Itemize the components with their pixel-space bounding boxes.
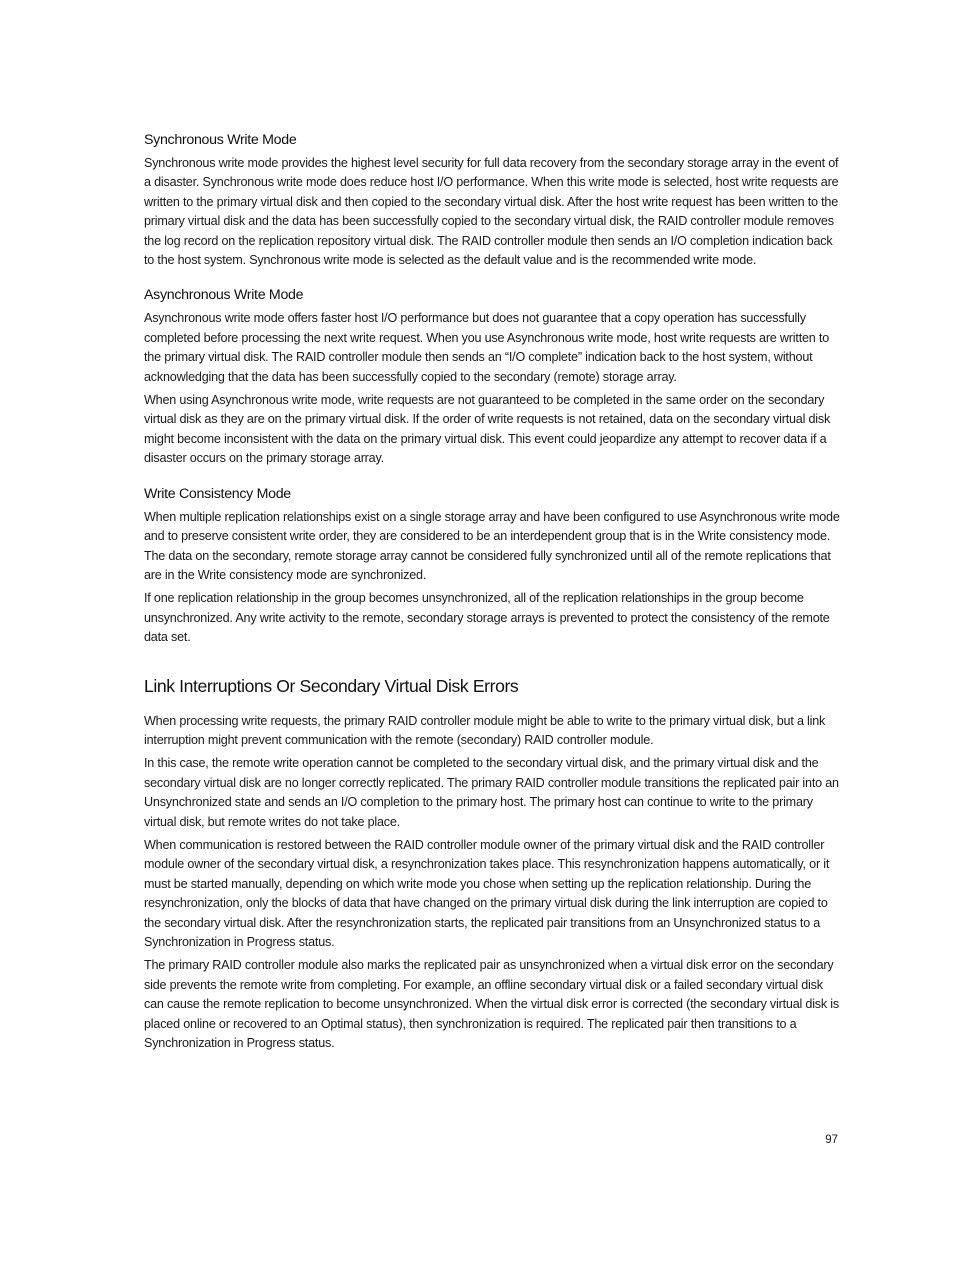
heading-synchronous-write-mode: Synchronous Write Mode xyxy=(144,132,297,148)
paragraph: When processing write requests, the primary RAID controller module might be able to write to the primary virtual disk, but a link interruption might prevent communication with the remote (secondary) RAID controller module. xyxy=(144,713,826,747)
paragraph: Synchronous write mode provides the highest level security for full data recovery from the secondary storage array in the event of a disaster. Synchronous write mode does reduce host I/O performance. When this write mode is selected, host write requests are written to the primary virtual disk and then copied to the secondary virtual disk. After the host write request has been written to the primary virtual disk and the data has been successfully copied to the secondary virtual disk, the RAID controller module removes the log record on the replication repository virtual disk. The RAID controller module then sends an I/O completion indication back to the host system. Synchronous write mode is selected as the default value and is the recommended write mode. xyxy=(144,156,839,268)
document-page xyxy=(144,131,844,1057)
paragraph: When using Asynchronous write mode, write requests are not guaranteed to be completed in the same order on the secondary virtual disk as they are on the primary virtual disk. If the order of write requests is not retained, data on the secondary virtual disk might become inconsistent with the data on the primary virtual disk. This event could jeopardize any attempt to recover data if a disaster occurs on the primary storage array. xyxy=(144,393,831,466)
paragraph: Asynchronous write mode offers faster host I/O performance but does not guarantee that a copy operation has successfully completed before processing the next write request. When you use Asynchronous write mode, host write requests are written to the primary virtual disk. The RAID controller module then sends an “I/O complete” indication back to the host system, without acknowledging that the data has been successfully copied to the secondary (remote) storage array. xyxy=(144,311,830,384)
section-title: Link Interruptions Or Secondary Virtual Disk Errors xyxy=(144,675,519,696)
page-number: 97 xyxy=(825,1134,838,1146)
paragraph: If one replication relationship in the group becomes unsynchronized, all of the replication relationships in the group become unsynchronized. Any write activity to the remote, secondary storage arrays is prevented to protect the consistency of the remote data set. xyxy=(144,591,830,645)
heading-write-consistency-mode: Write Consistency Mode xyxy=(144,485,291,502)
paragraph: The primary RAID controller module also marks the replicated pair as unsynchronized when a virtual disk error on the secondary side prevents the remote write from completing. For example, an offline secondary virtual disk or a failed secondary virtual disk can cause the remote replication to become unsynchronized. When the virtual disk error is corrected (the secondary virtual disk is placed online or recovered to an Optimal status), then synchronization is required. The replicated pair then transitions to a Synchronization in Progress status. xyxy=(144,958,839,1051)
paragraph: When multiple replication relationships exist on a single storage array and have been configured to use Asynchronous write mode and to preserve consistent write order, they are considered to be an interdependent group that is in the Write consistency mode. The data on the secondary, remote storage array cannot be considered fully synchronized until all of the remote replications that are in the Write consistency mode are synchronized. xyxy=(144,509,840,582)
heading-asynchronous-write-mode: Asynchronous Write Mode xyxy=(144,287,304,304)
paragraph: When communication is restored between the RAID controller module owner of the primary virtual disk and the RAID controller module owner of the secondary virtual disk, a resynchronization takes place. This resynchronization happens automatically, or it must be started manually, depending on which write mode you chose when setting up the replication relationship. During the resynchronization, only the blocks of data that have changed on the primary virtual disk during the link interruption are copied to the secondary virtual disk. After the resynchronization starts, the replicated pair transitions from an Unsynchronized status to a Synchronization in Progress status. xyxy=(144,837,830,949)
paragraph: In this case, the remote write operation cannot be completed to the secondary virtual disk, and the primary virtual disk and the secondary virtual disk are no longer correctly replicated. The primary RAID controller module transitions the replicated pair into an Unsynchronized state and sends an I/O completion to the primary host. The primary host can continue to write to the primary virtual disk, but remote writes do not take place. xyxy=(144,756,839,829)
